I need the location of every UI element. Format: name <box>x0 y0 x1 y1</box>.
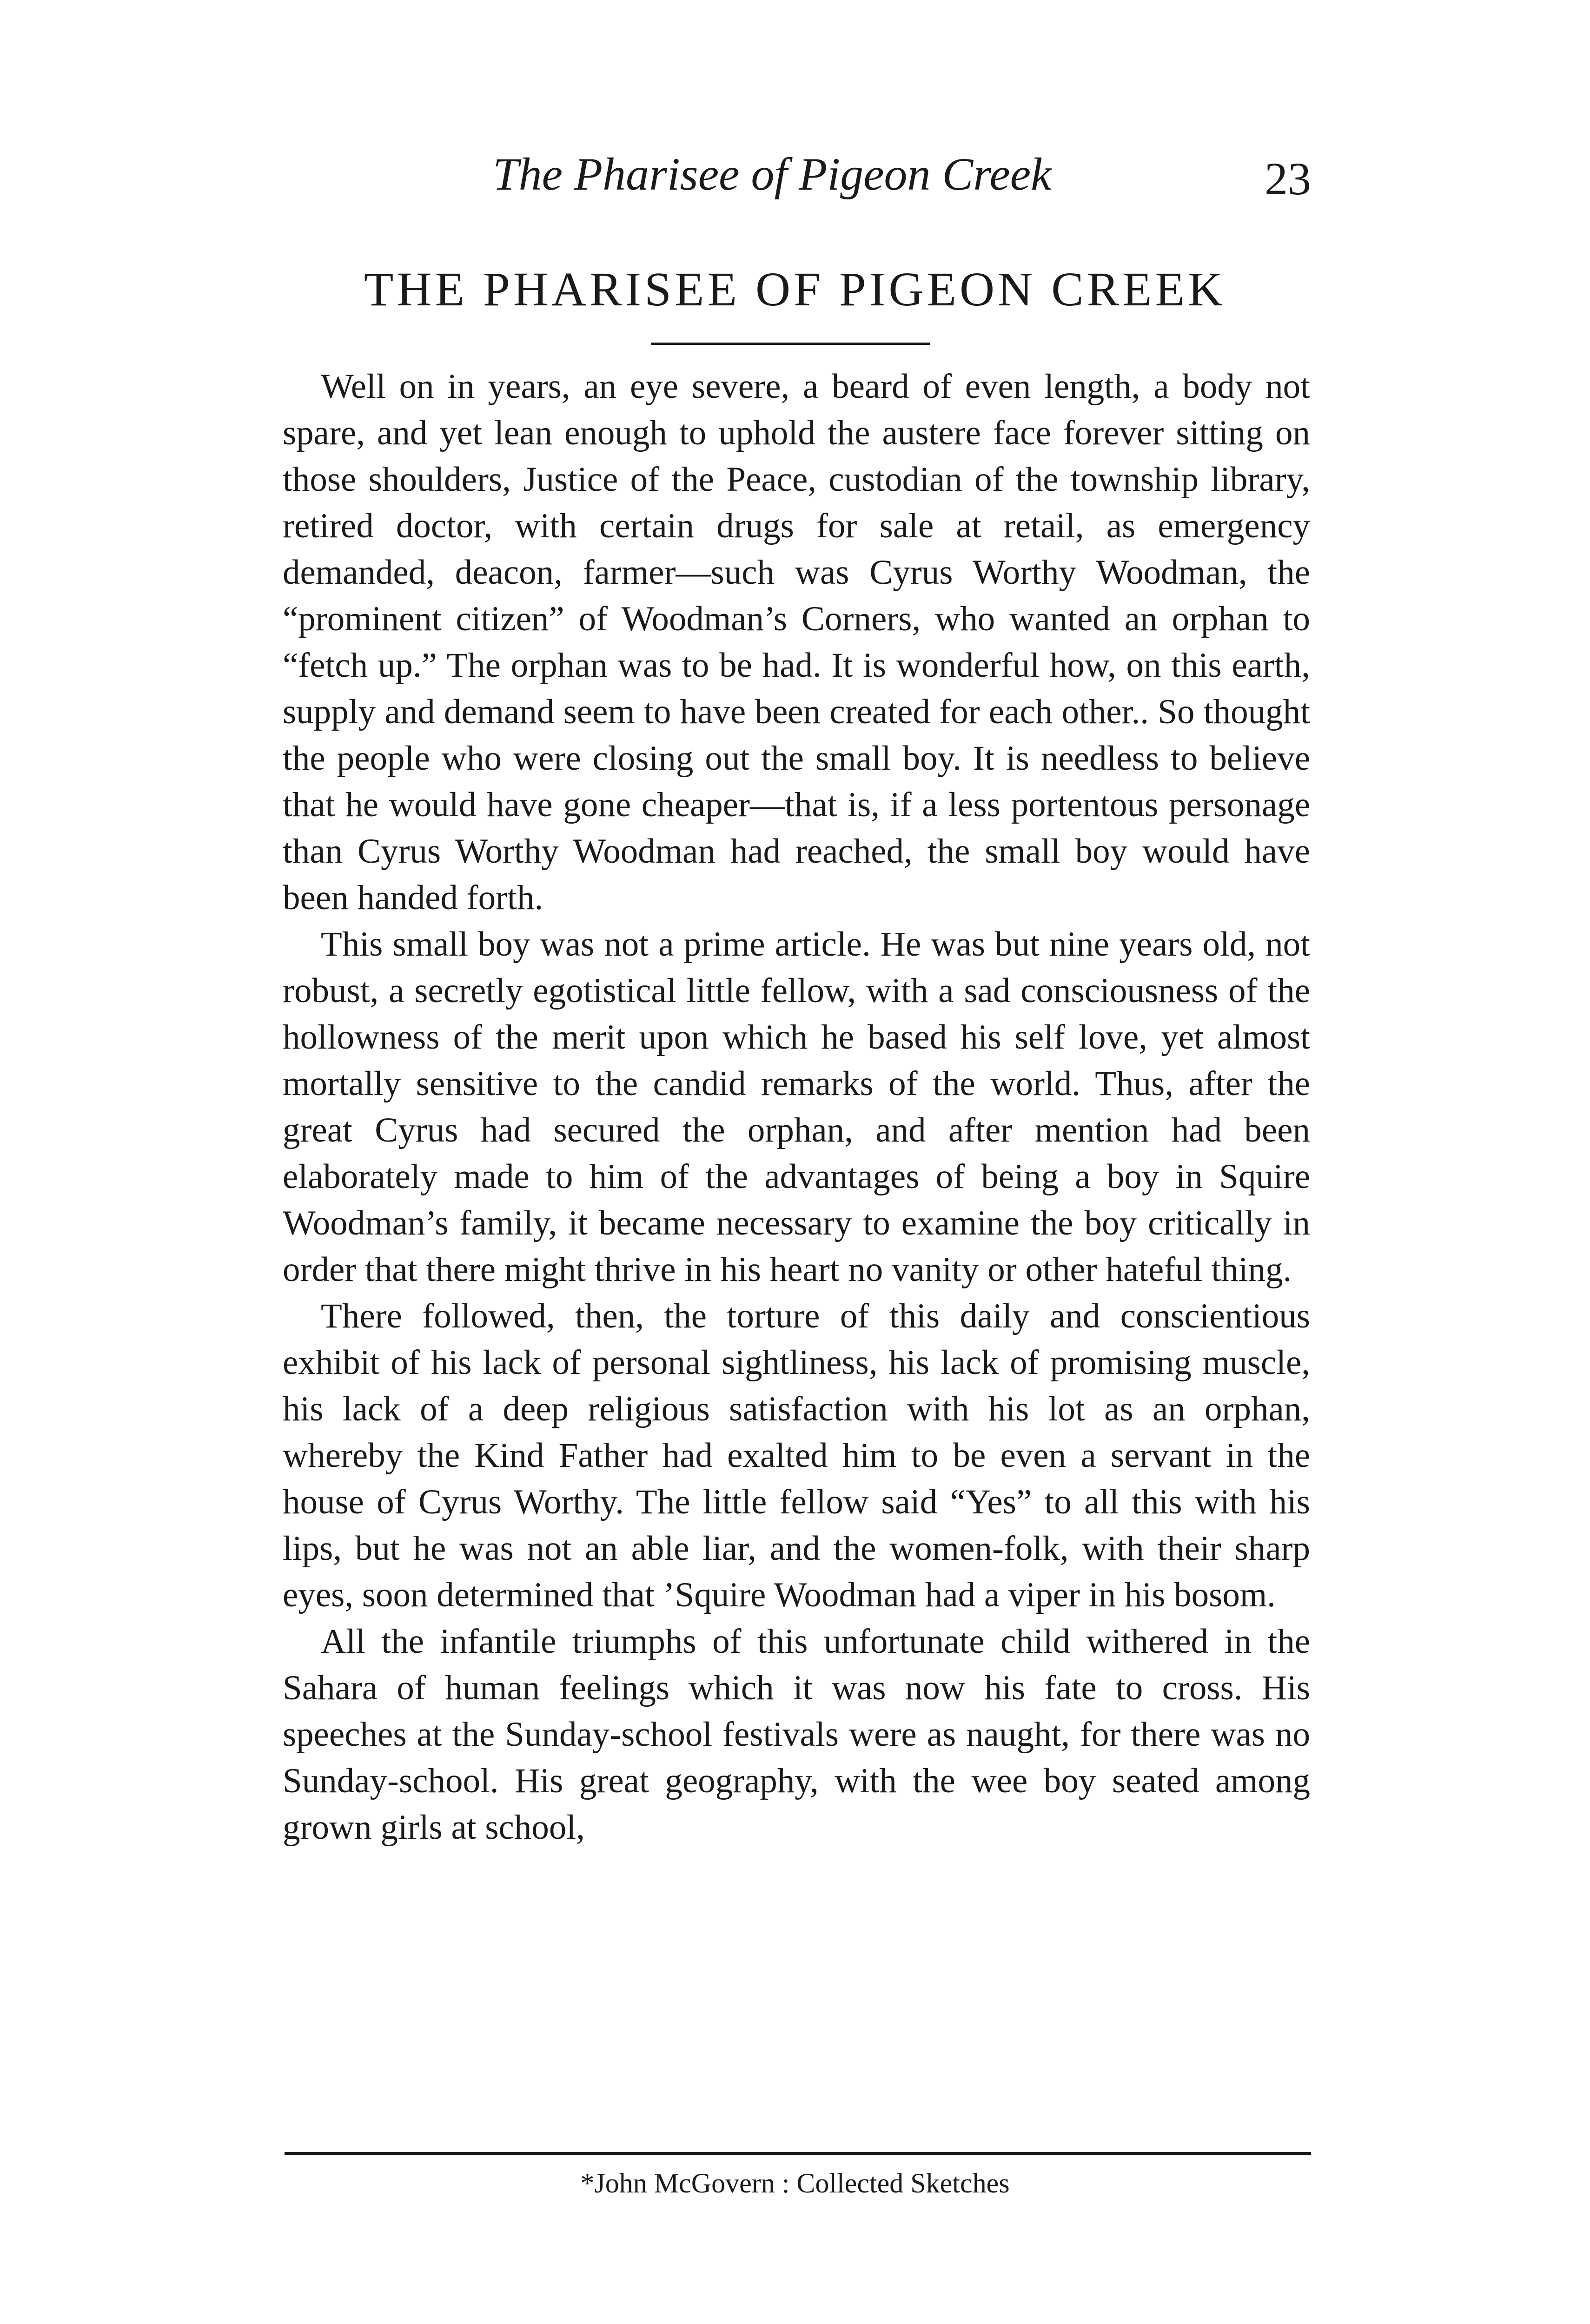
running-head-title: The Pharisee of Pigeon Creek <box>493 148 1052 200</box>
footnote-divider <box>285 2152 1311 2155</box>
page-number: 23 <box>1265 153 1311 205</box>
paragraph: This small boy was not a prime article. He was but nine years old, not robust, a secretly egotistical little fellow, with a sad consciousness of the hollowness of the merit upon which he based his self love, yet almost mortally sensitive to the candid remarks of the world. Thus, after the great Cyrus had secured the orphan, and after mention had been elaborately made to him of the advantages of being a boy in Squire Woodman’s family, it became necessary to examine the boy critically in order that there might thrive in his heart no vanity or other hateful thing. <box>283 925 1310 1289</box>
title-divider <box>651 343 930 345</box>
paragraph: There followed, then, the torture of this daily and conscientious exhibit of his lack of personal sightliness, his lack of promising muscle, his lack of a deep religious satisfaction with his lot as an orphan, whereby the Kind Father had exalted him to be even a servant in the house of Cyrus Worthy. The little fellow said “Yes” to all this with his lips, but he was not an able liar, and the women-folk, with their sharp eyes, soon determined that ’Squire Woodman had a viper in his bosom. <box>283 1297 1310 1614</box>
paragraph: All the infantile triumphs of this unfortunate child withered in the Sahara of human feelings which it was now his fate to cross. His speeches at the Sunday-school festivals were as naught, for there was no Sunday-school. His great geography, with the wee boy seated among grown girls at school, <box>283 1622 1310 1847</box>
chapter-title: THE PHARISEE OF PIGEON CREEK <box>364 263 1226 316</box>
paragraph: Well on in years, an eye severe, a beard of even length, a body not spare, and yet lean enough to uphold the austere face forever sitting on those shoulders, Justice of the Peace, custodian of the township library, retired doctor, with certain drugs for sale at retail, as emergency demanded, deacon, farmer—such was Cyrus Worthy Woodman, the “prominent citizen” of Woodman’s Corners, who wanted an orphan to “fetch up.” The orphan was to be had. It is wonderful how, on this earth, supply and demand seem to have been created for each other.. So thought the people who were closing out the small boy. It is needless to believe that he would have gone cheaper—that is, if a less portentous personage than Cyrus Worthy Woodman had reached, the small boy would have been handed forth. <box>283 367 1310 917</box>
footnote: *John McGovern : Collected Sketches <box>580 2168 1010 2199</box>
running-head <box>279 139 1311 209</box>
body-text <box>283 363 1310 1851</box>
